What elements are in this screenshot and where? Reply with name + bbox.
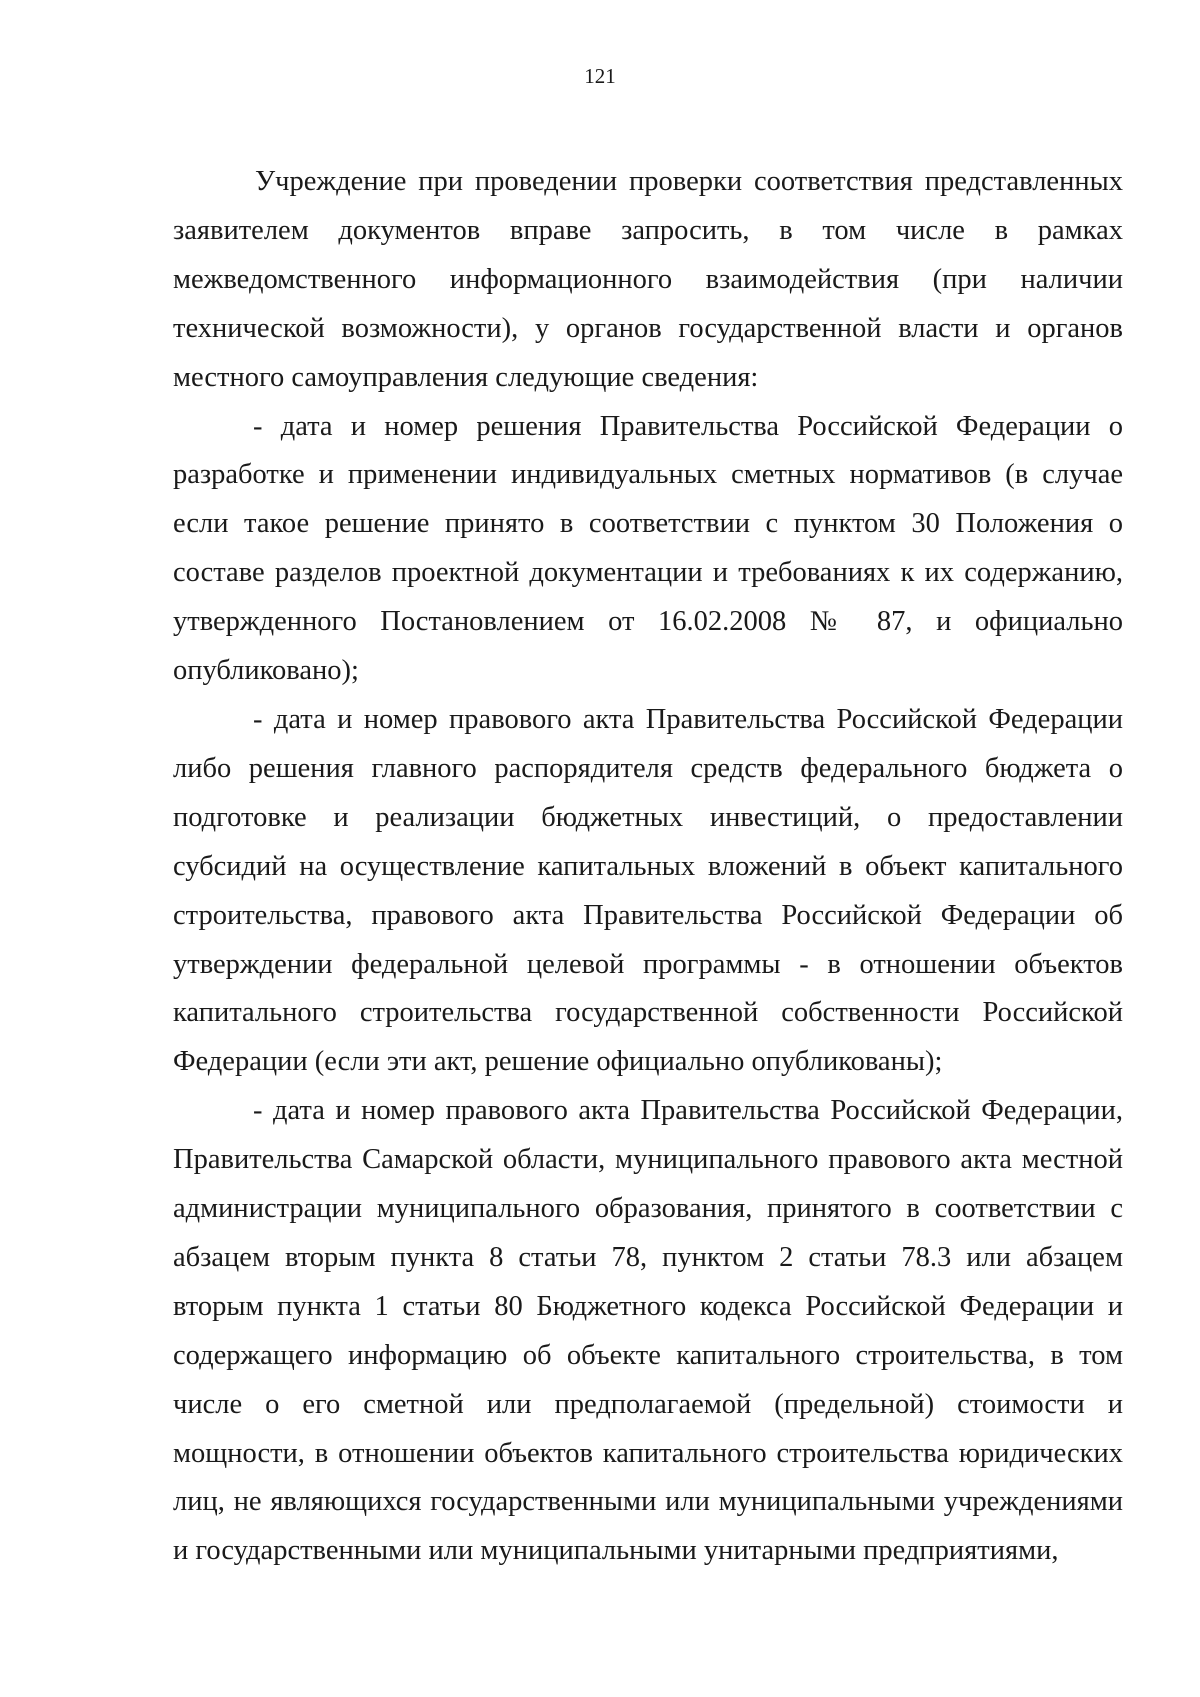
paragraph-item-estimate-norms: - дата и номер решения Правительства Российской Федерации о разработке и применении индивидуальных сметных нормативов (в случае если такое решение принято в соответствии с пунктом 30 Положения о составе разделов проектной документации и требованиях к их содержанию, утвержденного Постановлением от 16.02.2008 № 87, и официально опубликовано); [173, 410, 1123, 687]
paragraph-item-regional-acts: - дата и номер правового акта Правительства Российской Федерации, Правительства Самарской области, муниципального правового акта местной администрации муниципального образования, принятого в соответствии с абзацем вторым пункта 8 статьи 78, пунктом 2 статьи 78.3 или абзацем вторым пункта 1 статьи 80 Бюджетного кодекса Российской Федерации и содержащего информацию об объекте капитального строительства, в том числе о его сметной или предполагаемой (предельной) стоимости и мощности, в отношении объектов капитального строительства юридических лиц, не являющихся государственными или муниципальными учреждениями и государственными или муниципальными унитарными предприятиями, [173, 1095, 1123, 1567]
paragraph-intro: Учреждение при проведении проверки соответствия представленных заявителем документов вправе запросить, в том числе в рамках межведомственного информационного взаимодействия (при наличии технической возможности), у органов государственной власти и органов местного самоуправления следующие сведения: [173, 166, 1123, 393]
document-body [173, 158, 1123, 1576]
paragraph-item-federal-investments: - дата и номер правового акта Правительства Российской Федерации либо решения главного распорядителя средств федерального бюджета о подготовке и реализации бюджетных инвестиций, о предоставлении субсидий на осуществление капитальных вложений в объект капитального строительства, правового акта Правительства Российской Федерации об утверждении федеральной целевой программы - в отношении объектов капитального строительства государственной собственности Российской Федерации (если эти акт, решение официально опубликованы); [173, 703, 1123, 1078]
page-number: 121 [584, 64, 616, 88]
